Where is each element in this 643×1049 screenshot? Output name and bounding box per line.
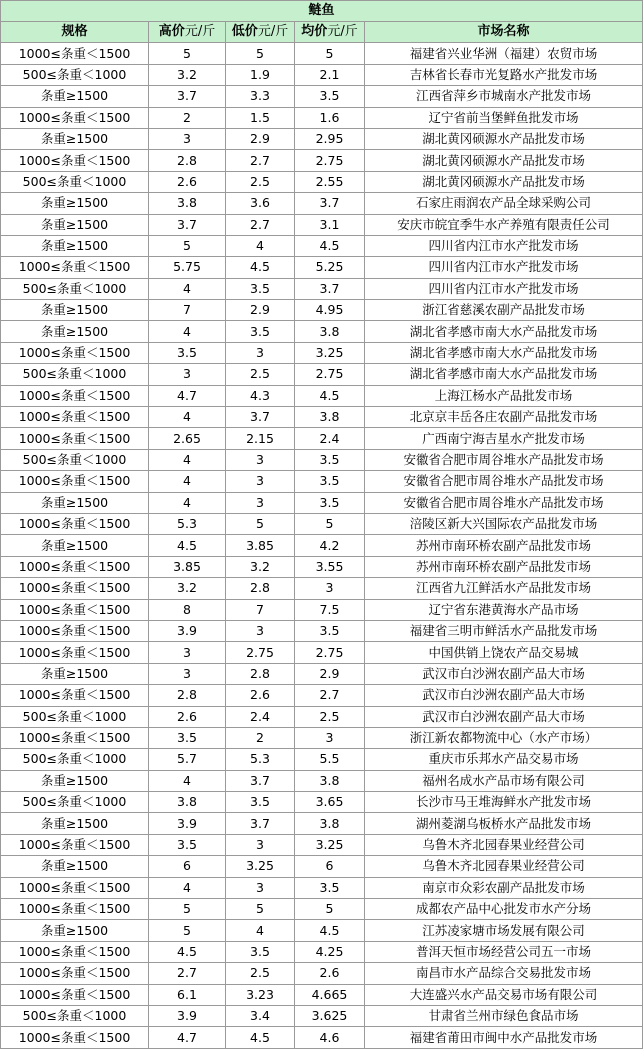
cell-low-price: 3: [226, 449, 295, 470]
cell-high-price: 2.8: [149, 150, 226, 171]
cell-market-name: 乌鲁木齐北园春果业经营公司: [365, 856, 643, 877]
table-row: [1, 620, 643, 641]
cell-high-price: 3.2: [149, 64, 226, 85]
cell-spec: 500≤条重＜1000: [1, 64, 149, 85]
cell-avg-price: 4.25: [295, 941, 365, 962]
cell-avg-price: 2.9: [295, 663, 365, 684]
cell-avg-price: 3.55: [295, 556, 365, 577]
cell-market-name: 大连盛兴水产品交易市场有限公司: [365, 984, 643, 1005]
cell-market-name: 湖北黄冈硕源水产品批发市场: [365, 171, 643, 192]
cell-market-name: 涪陵区新大兴国际农产品批发市场: [365, 513, 643, 534]
table-row: [1, 1005, 643, 1026]
cell-avg-price: 3.8: [295, 321, 365, 342]
cell-high-price: 2.65: [149, 428, 226, 449]
table-row: [1, 513, 643, 534]
cell-avg-price: 4.95: [295, 300, 365, 321]
cell-low-price: 2.7: [226, 150, 295, 171]
cell-market-name: 吉林省长春市光复路水产批发市场: [365, 64, 643, 85]
cell-high-price: 2.6: [149, 171, 226, 192]
cell-low-price: 3: [226, 620, 295, 641]
cell-high-price: 4: [149, 492, 226, 513]
cell-avg-price: 3.8: [295, 813, 365, 834]
cell-low-price: 3.5: [226, 792, 295, 813]
cell-market-name: 辽宁省东港黄海水产品市场: [365, 599, 643, 620]
cell-high-price: 5.75: [149, 257, 226, 278]
table-title: 鲢鱼: [1, 1, 643, 22]
cell-low-price: 3.25: [226, 856, 295, 877]
cell-avg-price: 5: [295, 513, 365, 534]
cell-avg-price: 3.8: [295, 770, 365, 791]
cell-high-price: 3.9: [149, 1005, 226, 1026]
cell-low-price: 4.5: [226, 257, 295, 278]
header-avg-price: 均价元/斤: [295, 22, 365, 43]
cell-spec: 1000≤条重＜1500: [1, 899, 149, 920]
table-row: [1, 407, 643, 428]
table-row: [1, 107, 643, 128]
cell-avg-price: 3.5: [295, 620, 365, 641]
table-row: [1, 385, 643, 406]
table-row: [1, 321, 643, 342]
cell-spec: 1000≤条重＜1500: [1, 428, 149, 449]
header-spec: 规格: [1, 22, 149, 43]
cell-spec: 条重≥1500: [1, 321, 149, 342]
cell-spec: 1000≤条重＜1500: [1, 620, 149, 641]
cell-high-price: 2.8: [149, 685, 226, 706]
cell-low-price: 4.5: [226, 1027, 295, 1048]
table-body: [1, 43, 643, 1048]
cell-market-name: 湖北省孝感市南大水产品批发市场: [365, 364, 643, 385]
cell-avg-price: 3.5: [295, 877, 365, 898]
cell-low-price: 7: [226, 599, 295, 620]
cell-high-price: 3.8: [149, 792, 226, 813]
table-row: [1, 300, 643, 321]
cell-avg-price: 5.5: [295, 749, 365, 770]
cell-avg-price: 4.665: [295, 984, 365, 1005]
cell-avg-price: 2.75: [295, 150, 365, 171]
cell-high-price: 6.1: [149, 984, 226, 1005]
table-row: [1, 171, 643, 192]
table-row: [1, 899, 643, 920]
cell-spec: 1000≤条重＜1500: [1, 107, 149, 128]
cell-market-name: 江西省萍乡市城南水产批发市场: [365, 86, 643, 107]
header-low-price: 低价元/斤: [226, 22, 295, 43]
cell-spec: 1000≤条重＜1500: [1, 963, 149, 984]
cell-low-price: 2.5: [226, 963, 295, 984]
table-header-row: [1, 22, 643, 43]
cell-avg-price: 3.65: [295, 792, 365, 813]
cell-market-name: 江西省九江鲜活水产品批发市场: [365, 578, 643, 599]
cell-high-price: 5: [149, 235, 226, 256]
cell-low-price: 3.85: [226, 535, 295, 556]
cell-high-price: 3.9: [149, 813, 226, 834]
cell-spec: 500≤条重＜1000: [1, 449, 149, 470]
cell-avg-price: 5: [295, 43, 365, 64]
cell-high-price: 4: [149, 449, 226, 470]
cell-low-price: 2.4: [226, 706, 295, 727]
cell-market-name: 湖州菱湖乌板桥水产品批发市场: [365, 813, 643, 834]
table-row: [1, 150, 643, 171]
cell-avg-price: 3.5: [295, 86, 365, 107]
cell-avg-price: 4.5: [295, 235, 365, 256]
cell-avg-price: 3.25: [295, 834, 365, 855]
table-row: [1, 471, 643, 492]
cell-market-name: 中国供销上饶农产品交易城: [365, 642, 643, 663]
cell-spec: 1000≤条重＜1500: [1, 385, 149, 406]
table-row: [1, 428, 643, 449]
cell-low-price: 2.8: [226, 663, 295, 684]
cell-spec: 500≤条重＜1000: [1, 792, 149, 813]
cell-low-price: 3.5: [226, 941, 295, 962]
table-row: [1, 685, 643, 706]
cell-market-name: 江苏凌家塘市场发展有限公司: [365, 920, 643, 941]
cell-market-name: 重庆市乐邦水产品交易市场: [365, 749, 643, 770]
table-row: [1, 984, 643, 1005]
table-row: [1, 278, 643, 299]
cell-market-name: 湖北省孝感市南大水产品批发市场: [365, 321, 643, 342]
cell-high-price: 4: [149, 770, 226, 791]
cell-high-price: 3: [149, 642, 226, 663]
cell-high-price: 3: [149, 364, 226, 385]
cell-spec: 1000≤条重＜1500: [1, 578, 149, 599]
cell-spec: 1000≤条重＜1500: [1, 685, 149, 706]
cell-spec: 条重≥1500: [1, 535, 149, 556]
table-row: [1, 214, 643, 235]
cell-market-name: 福建省莆田市闽中水产品批发市场: [365, 1027, 643, 1048]
cell-avg-price: 4.2: [295, 535, 365, 556]
cell-high-price: 4.7: [149, 385, 226, 406]
cell-low-price: 1.5: [226, 107, 295, 128]
cell-avg-price: 3.5: [295, 449, 365, 470]
cell-high-price: 3.7: [149, 214, 226, 235]
cell-spec: 1000≤条重＜1500: [1, 984, 149, 1005]
cell-high-price: 2.6: [149, 706, 226, 727]
cell-high-price: 3.5: [149, 727, 226, 748]
table-row: [1, 128, 643, 149]
cell-spec: 1000≤条重＜1500: [1, 556, 149, 577]
cell-spec: 1000≤条重＜1500: [1, 1027, 149, 1048]
cell-spec: 条重≥1500: [1, 920, 149, 941]
cell-market-name: 南昌市水产品综合交易批发市场: [365, 963, 643, 984]
cell-spec: 500≤条重＜1000: [1, 171, 149, 192]
table-row: [1, 449, 643, 470]
cell-high-price: 5: [149, 920, 226, 941]
cell-market-name: 浙江新农都物流中心（水产市场）: [365, 727, 643, 748]
cell-market-name: 福建省三明市鲜活水产品批发市场: [365, 620, 643, 641]
cell-avg-price: 5.25: [295, 257, 365, 278]
cell-high-price: 8: [149, 599, 226, 620]
cell-market-name: 安徽省合肥市周谷堆水产品批发市场: [365, 492, 643, 513]
cell-avg-price: 3.625: [295, 1005, 365, 1026]
cell-high-price: 3.85: [149, 556, 226, 577]
cell-spec: 条重≥1500: [1, 235, 149, 256]
cell-low-price: 3.4: [226, 1005, 295, 1026]
cell-high-price: 3.5: [149, 834, 226, 855]
table-row: [1, 578, 643, 599]
cell-avg-price: 2.55: [295, 171, 365, 192]
cell-spec: 500≤条重＜1000: [1, 1005, 149, 1026]
cell-market-name: 四川省内江市水产批发市场: [365, 235, 643, 256]
cell-spec: 条重≥1500: [1, 128, 149, 149]
cell-low-price: 3: [226, 492, 295, 513]
cell-spec: 条重≥1500: [1, 856, 149, 877]
table-title-row: [1, 1, 643, 22]
cell-spec: 1000≤条重＜1500: [1, 407, 149, 428]
cell-spec: 500≤条重＜1000: [1, 749, 149, 770]
cell-market-name: 上海江杨水产品批发市场: [365, 385, 643, 406]
cell-low-price: 3: [226, 342, 295, 363]
cell-high-price: 3: [149, 128, 226, 149]
table-row: [1, 856, 643, 877]
table-row: [1, 257, 643, 278]
table-row: [1, 1027, 643, 1048]
cell-low-price: 2.9: [226, 128, 295, 149]
cell-spec: 1000≤条重＜1500: [1, 877, 149, 898]
cell-avg-price: 2.4: [295, 428, 365, 449]
cell-low-price: 3.7: [226, 813, 295, 834]
cell-spec: 条重≥1500: [1, 193, 149, 214]
table-row: [1, 364, 643, 385]
table-row: [1, 920, 643, 941]
cell-high-price: 3.5: [149, 342, 226, 363]
cell-high-price: 5.3: [149, 513, 226, 534]
cell-avg-price: 1.6: [295, 107, 365, 128]
cell-market-name: 苏州市南环桥农副产品批发市场: [365, 535, 643, 556]
cell-spec: 1000≤条重＜1500: [1, 834, 149, 855]
table-row: [1, 535, 643, 556]
cell-avg-price: 6: [295, 856, 365, 877]
cell-low-price: 2.15: [226, 428, 295, 449]
cell-spec: 1000≤条重＜1500: [1, 513, 149, 534]
table-row: [1, 706, 643, 727]
cell-avg-price: 3.25: [295, 342, 365, 363]
cell-high-price: 4: [149, 321, 226, 342]
cell-high-price: 3.9: [149, 620, 226, 641]
cell-avg-price: 2.75: [295, 364, 365, 385]
cell-low-price: 3.5: [226, 321, 295, 342]
cell-avg-price: 3: [295, 727, 365, 748]
cell-low-price: 3.6: [226, 193, 295, 214]
cell-spec: 条重≥1500: [1, 86, 149, 107]
cell-low-price: 5: [226, 43, 295, 64]
cell-spec: 条重≥1500: [1, 214, 149, 235]
table-row: [1, 813, 643, 834]
cell-market-name: 南京市众彩农副产品批发市场: [365, 877, 643, 898]
cell-market-name: 四川省内江市水产批发市场: [365, 278, 643, 299]
table-row: [1, 877, 643, 898]
cell-low-price: 3: [226, 471, 295, 492]
cell-spec: 条重≥1500: [1, 300, 149, 321]
cell-market-name: 苏州市南环桥农副产品批发市场: [365, 556, 643, 577]
cell-avg-price: 7.5: [295, 599, 365, 620]
cell-spec: 1000≤条重＜1500: [1, 342, 149, 363]
cell-low-price: 2.8: [226, 578, 295, 599]
cell-spec: 1000≤条重＜1500: [1, 150, 149, 171]
cell-low-price: 2.5: [226, 171, 295, 192]
cell-high-price: 4: [149, 278, 226, 299]
cell-high-price: 4: [149, 877, 226, 898]
cell-low-price: 3.2: [226, 556, 295, 577]
cell-market-name: 石家庄雨润农产品全球采购公司: [365, 193, 643, 214]
cell-spec: 1000≤条重＜1500: [1, 43, 149, 64]
cell-low-price: 5: [226, 513, 295, 534]
cell-market-name: 成都农产品中心批发市水产分场: [365, 899, 643, 920]
table-row: [1, 235, 643, 256]
table-row: [1, 556, 643, 577]
cell-spec: 条重≥1500: [1, 813, 149, 834]
cell-avg-price: 3.8: [295, 407, 365, 428]
cell-market-name: 北京京丰岳各庄农副产品批发市场: [365, 407, 643, 428]
table-row: [1, 834, 643, 855]
cell-low-price: 3.5: [226, 278, 295, 299]
cell-market-name: 湖北黄冈硕源水产品批发市场: [365, 150, 643, 171]
cell-low-price: 2.7: [226, 214, 295, 235]
cell-low-price: 4.3: [226, 385, 295, 406]
cell-spec: 500≤条重＜1000: [1, 706, 149, 727]
cell-low-price: 2: [226, 727, 295, 748]
cell-avg-price: 2.95: [295, 128, 365, 149]
cell-market-name: 普洱天恒市场经营公司五一市场: [365, 941, 643, 962]
table-row: [1, 492, 643, 513]
table-row: [1, 792, 643, 813]
cell-market-name: 武汉市白沙洲农副产品大市场: [365, 685, 643, 706]
cell-low-price: 3.23: [226, 984, 295, 1005]
table-row: [1, 770, 643, 791]
cell-spec: 条重≥1500: [1, 663, 149, 684]
table-row: [1, 342, 643, 363]
cell-avg-price: 4.5: [295, 385, 365, 406]
cell-low-price: 2.9: [226, 300, 295, 321]
cell-low-price: 2.6: [226, 685, 295, 706]
cell-avg-price: 2.6: [295, 963, 365, 984]
cell-high-price: 5.7: [149, 749, 226, 770]
cell-spec: 条重≥1500: [1, 770, 149, 791]
cell-low-price: 3.7: [226, 407, 295, 428]
cell-avg-price: 5: [295, 899, 365, 920]
cell-spec: 1000≤条重＜1500: [1, 642, 149, 663]
table-row: [1, 43, 643, 64]
cell-high-price: 5: [149, 43, 226, 64]
cell-high-price: 4.7: [149, 1027, 226, 1048]
cell-spec: 1000≤条重＜1500: [1, 471, 149, 492]
cell-market-name: 安庆市皖宜季牛水产养殖有限责任公司: [365, 214, 643, 235]
cell-high-price: 5: [149, 899, 226, 920]
cell-low-price: 5: [226, 899, 295, 920]
cell-low-price: 4: [226, 235, 295, 256]
cell-spec: 1000≤条重＜1500: [1, 257, 149, 278]
cell-avg-price: 3.1: [295, 214, 365, 235]
cell-avg-price: 3: [295, 578, 365, 599]
cell-low-price: 3.3: [226, 86, 295, 107]
cell-market-name: 乌鲁木齐北园春果业经营公司: [365, 834, 643, 855]
cell-high-price: 2.7: [149, 963, 226, 984]
cell-spec: 条重≥1500: [1, 492, 149, 513]
cell-market-name: 四川省内江市水产批发市场: [365, 257, 643, 278]
cell-spec: 500≤条重＜1000: [1, 364, 149, 385]
cell-avg-price: 2.75: [295, 642, 365, 663]
header-high-price: 高价元/斤: [149, 22, 226, 43]
cell-high-price: 3: [149, 663, 226, 684]
table-row: [1, 64, 643, 85]
cell-market-name: 辽宁省前当堡鲜鱼批发市场: [365, 107, 643, 128]
cell-low-price: 2.75: [226, 642, 295, 663]
cell-market-name: 浙江省慈溪农副产品批发市场: [365, 300, 643, 321]
cell-avg-price: 3.5: [295, 492, 365, 513]
cell-market-name: 武汉市白沙洲农副产品大市场: [365, 706, 643, 727]
header-market-name: 市场名称: [365, 22, 643, 43]
cell-high-price: 6: [149, 856, 226, 877]
table-row: [1, 727, 643, 748]
cell-avg-price: 3.7: [295, 193, 365, 214]
cell-low-price: 1.9: [226, 64, 295, 85]
cell-market-name: 湖北省孝感市南大水产品批发市场: [365, 342, 643, 363]
cell-low-price: 3.7: [226, 770, 295, 791]
cell-avg-price: 2.1: [295, 64, 365, 85]
table-row: [1, 663, 643, 684]
table-row: [1, 941, 643, 962]
cell-avg-price: 2.5: [295, 706, 365, 727]
cell-high-price: 4: [149, 407, 226, 428]
cell-high-price: 7: [149, 300, 226, 321]
table-row: [1, 963, 643, 984]
cell-low-price: 5.3: [226, 749, 295, 770]
cell-market-name: 安徽省合肥市周谷堆水产品批发市场: [365, 471, 643, 492]
cell-avg-price: 3.5: [295, 471, 365, 492]
cell-low-price: 3: [226, 877, 295, 898]
cell-market-name: 湖北黄冈硕源水产品批发市场: [365, 128, 643, 149]
cell-low-price: 3: [226, 834, 295, 855]
table-row: [1, 749, 643, 770]
cell-market-name: 广西南宁海吉星水产批发市场: [365, 428, 643, 449]
table-row: [1, 86, 643, 107]
cell-market-name: 福州名成水产品市场有限公司: [365, 770, 643, 791]
cell-market-name: 安徽省合肥市周谷堆水产品批发市场: [365, 449, 643, 470]
cell-high-price: 3.8: [149, 193, 226, 214]
cell-spec: 1000≤条重＜1500: [1, 727, 149, 748]
table-row: [1, 599, 643, 620]
cell-avg-price: 4.5: [295, 920, 365, 941]
cell-avg-price: 3.7: [295, 278, 365, 299]
cell-spec: 1000≤条重＜1500: [1, 599, 149, 620]
table-row: [1, 642, 643, 663]
cell-high-price: 4.5: [149, 941, 226, 962]
cell-market-name: 福建省兴业华洲（福建）农贸市场: [365, 43, 643, 64]
cell-high-price: 2: [149, 107, 226, 128]
cell-market-name: 长沙市马王堆海鲜水产批发市场: [365, 792, 643, 813]
cell-low-price: 2.5: [226, 364, 295, 385]
table-row: [1, 193, 643, 214]
cell-spec: 1000≤条重＜1500: [1, 941, 149, 962]
cell-market-name: 武汉市白沙洲农副产品大市场: [365, 663, 643, 684]
cell-low-price: 4: [226, 920, 295, 941]
cell-avg-price: 4.6: [295, 1027, 365, 1048]
cell-high-price: 4.5: [149, 535, 226, 556]
cell-avg-price: 2.7: [295, 685, 365, 706]
cell-high-price: 4: [149, 471, 226, 492]
cell-high-price: 3.7: [149, 86, 226, 107]
cell-market-name: 甘肃省兰州市绿色食品市场: [365, 1005, 643, 1026]
cell-high-price: 3.2: [149, 578, 226, 599]
cell-spec: 500≤条重＜1000: [1, 278, 149, 299]
